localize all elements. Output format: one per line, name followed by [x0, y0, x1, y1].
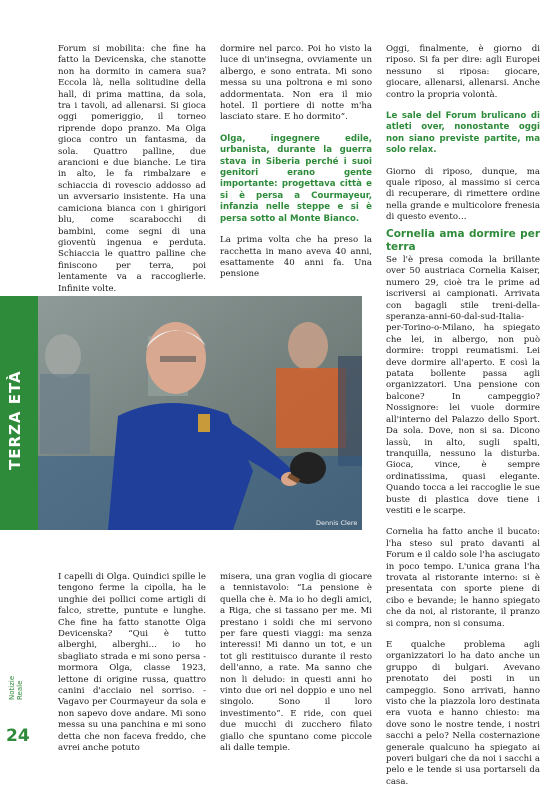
page-number: 24 [6, 726, 30, 746]
paragraph: Cornelia ha fatto anche il bucato: l'ha steso sul prato davanti al Forum e il caldo sole l'ha asciugato in poco tempo. L'unica grana l'ha trovata al ristorante interno: si è presentata con sporte piene di cibo e bevande; le hanno spiegato che da noi, al ristorante, il pranzo si compra, non si consuma. [386, 527, 540, 629]
section-label: TERZA ETÀ [6, 370, 24, 470]
section-heading: Cornelia ama dormire per terra [386, 228, 540, 253]
magazine-name [8, 676, 24, 700]
column-1-top [58, 44, 206, 305]
paragraph: I capelli di Olga. Quindici spille le tengono ferme la cipolla, ha le unghie dei pollici come artigli di falco, strette, puntute e lunghe. Che fine ha fatto stanotte Olga Devicenska? “Qui è tutto alberghi, alberghi… io ho sbagliato strada e mi sono persa - mormora Olga, classe 1923, lettone di origine russa, quattro canini d'acciaio nel sorriso. - Vagavo per Courmayeur da sola e non sapevo dove andare. Mi sono messa su una panchina e mi sono detta che non faceva freddo, che avrei anche potuto [58, 572, 206, 754]
column-2-top [220, 44, 372, 291]
highlight-quote: Le sale del Forum brulicano di atleti over, nonostante oggi non siano previste partite, ma solo relax. [386, 111, 540, 156]
paragraph: Oggi, finalmente, è giorno di riposo. Si fa per dire: agli Europei nessuno si riposa: giocare, giocare, allenarsi, allenarsi. Anche contro la propria volontà. [386, 44, 540, 100]
photo-credit: Dennis Clere [316, 519, 358, 527]
magazine-name-line-2: Reale [16, 680, 24, 700]
column-3-top [386, 44, 540, 234]
paragraph: misera, una gran voglia di giocare a tennistavolo: “La pensione è quella che è. Ma io ho degli amici, a Riga, che si tassano per me. Mi prestano i soldi che mi servono per fare questi viaggi: ma senza interessi! Mi danno un tot, e un tot gli restituisco durante il resto dell'anno, a rate. Ma sanno che non li deludo: in questi anni ho vinto due ori nel doppio e uno nel singolo. Sono il loro investimento”. E ride, con quei due mucchi di zucchero filato giallo che spuntano come piccole ali dalle tempie. [220, 572, 372, 754]
paragraph: Giorno di riposo, dunque, ma quale riposo, al massimo si cerca di recuperare, di rimettere ordine nella grande e multicolore frenesia di questo evento… [386, 166, 540, 223]
paragraph: E qualche problema agli organizzatori lo ha dato anche un gruppo di bulgari. Avevano prenotato dei posti in un campeggio. Sono arrivati, hanno visto che la piazzola loro destinata era vuota e hanno chiesto: ma dove sono le nostre tende, i nostri sacchi a pelo? Nella costernazione generale qualcuno ha spiegato ai poveri bulgari che da noi i sacchi a pelo e le tende si usa portarseli da casa. [386, 640, 540, 787]
paragraph: dormire nel parco. Poi ho visto la luce di un'insegna, ovviamente un albergo, e sono entrata. Mi sono messa su una poltrona e mi sono addormentata. Non era il mio hotel. Il portiere di notte m'ha lasciato stare. E ho dormito”. [220, 44, 372, 123]
column-1-bottom [58, 572, 206, 765]
pull-quote: Olga, ingegnere edile, urbanista, durante la guerra stava in Siberia perché i suoi genitori erano gente importante: progettava città e si è persa a Courmayeur, infanzia nelle steppe e si è persa sotto al Monte Bianco. [220, 133, 372, 224]
paragraph: Se l'è presa comoda la brillante over 50 austriaca Cornelia Kaiser, numero 29, cioè tra le prime ad iscriversi ai campionati. Arrivata con bagagli stile treni-della-speranza-anni-60-dal-sud-Italia-per-Torino-o-Milano, ha spiegato che lei, in albergo, non può dormire: troppi reumatismi. Lei deve dormire all'aperto. E così la patata bollente passa agli organizzatori. Una pensione con balcone? In campeggio? Nossignore: lei vuole dormire all'interno del Palazzo dello Sport. Da sola. Dove, non si sa. Dicono lassù, in alto, sugli spalti, tranquilla, nessuno la disturba. Gioca, vince, è sempre ordinatissima, quasi elegante. Quando tocca a lei raccoglie le sue buste di plastica dove tiene i vestiti e le scarpe. [386, 255, 540, 516]
column-2-bottom [220, 572, 372, 765]
paragraph: Forum si mobilita: che fine ha fatto la Devicenska, che stanotte non ha dormito in camera sua? Eccola là, nella solitudine della hall, di prima mattina, da sola, tra i tavoli, ad allenarsi. Si gioca oggi pomeriggio, il torneo riprende dopo pranzo. Ma Olga gioca contro un fantasma, da sola. Quattro palline, due arancioni e due bianche. Le tira in alto, le fa rimbalzare e schiaccia di rovescio addosso ad un avversario insistente. Ha una camiciona bianca con i ghirigori blu, come scarabocchi di bambini, come segni di una gioventù ingenua e perduta. Schiaccia le quattro palline che finiscono per terra, poi lentamente va a raccoglierle. Infinite volte. [58, 44, 206, 294]
photo-illustration [38, 296, 362, 530]
paragraph: La prima volta che ha preso la racchetta in mano aveva 40 anni, esattamente 40 anni fa. Una pensione [220, 235, 372, 280]
column-3-body [386, 228, 540, 798]
magazine-name-line-1: Notizie [8, 675, 16, 700]
table-tennis-photo [38, 296, 362, 530]
